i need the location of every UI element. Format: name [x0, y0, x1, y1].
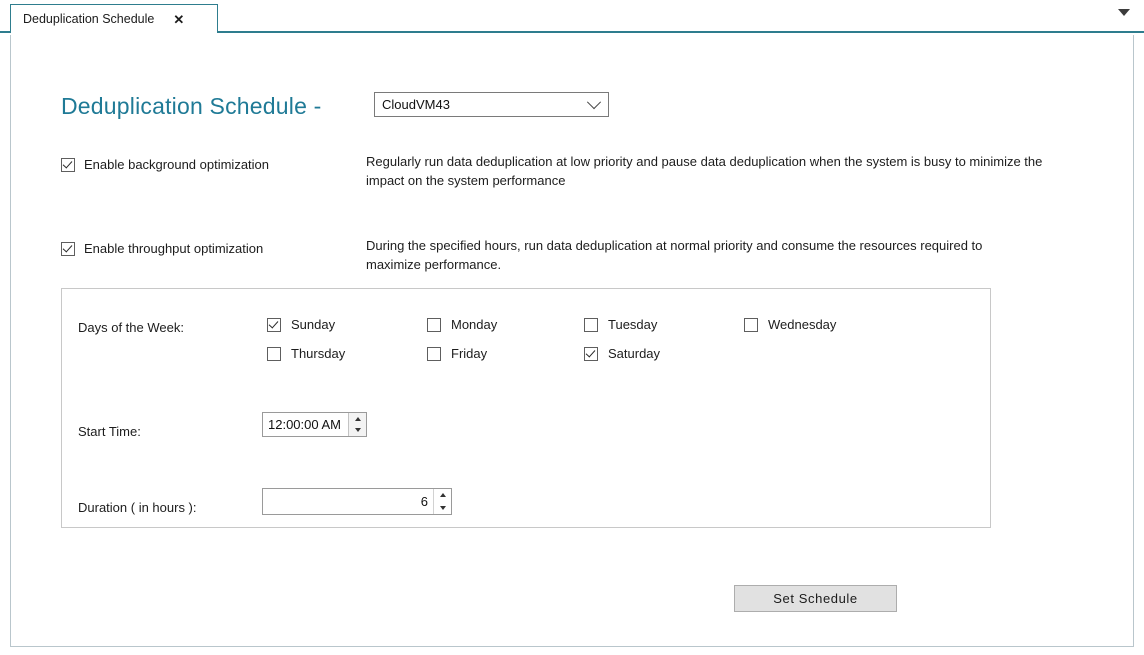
checkbox-thursday[interactable]: [267, 347, 281, 361]
background-optimization-description: Regularly run data deduplication at low priority and pause data deduplication when the system is busy to minimize the impact on the system performance: [366, 154, 1043, 188]
page-title: Deduplication Schedule -: [61, 93, 322, 119]
chevron-down-icon[interactable]: [1118, 9, 1130, 16]
stepper-down-icon[interactable]: [434, 502, 451, 515]
checkbox-throughput-optimization[interactable]: [61, 242, 75, 256]
day-thursday[interactable]: [267, 347, 345, 361]
checkbox-tuesday[interactable]: [584, 318, 598, 332]
duration-label: Duration ( in hours ):: [78, 500, 197, 515]
stepper-down-icon[interactable]: [349, 425, 366, 437]
day-sunday[interactable]: [267, 318, 335, 332]
checkbox-wednesday[interactable]: [744, 318, 758, 332]
day-label-wednesday: Wednesday: [768, 317, 837, 332]
day-monday[interactable]: [427, 318, 497, 332]
duration-input[interactable]: [262, 488, 452, 515]
start-time-value: 12:00:00 AM: [268, 417, 341, 432]
stepper-up-icon[interactable]: [434, 489, 451, 502]
chevron-down-icon[interactable]: [580, 93, 608, 116]
background-optimization-checkbox-row[interactable]: [61, 158, 269, 172]
checkbox-sunday[interactable]: [267, 318, 281, 332]
start-time-input[interactable]: [262, 412, 367, 437]
days-of-week-label: Days of the Week:: [78, 320, 184, 335]
start-time-label: Start Time:: [78, 424, 141, 439]
day-friday[interactable]: [427, 347, 487, 361]
day-saturday[interactable]: [584, 347, 660, 361]
duration-stepper[interactable]: [433, 489, 451, 514]
day-label-friday: Friday: [451, 346, 488, 361]
day-label-monday: Monday: [451, 317, 498, 332]
tab-strip: [0, 0, 1144, 33]
tab-label: Deduplication Schedule: [23, 12, 155, 26]
tab-deduplication-schedule[interactable]: [10, 4, 218, 33]
throughput-optimization-checkbox-row[interactable]: [61, 242, 263, 256]
background-optimization-label: Enable background optimization: [84, 157, 270, 172]
checkbox-saturday[interactable]: [584, 347, 598, 361]
checkbox-friday[interactable]: [427, 347, 441, 361]
day-tuesday[interactable]: [584, 318, 657, 332]
day-label-thursday: Thursday: [291, 346, 346, 361]
target-select[interactable]: [374, 92, 609, 117]
checkbox-background-optimization[interactable]: [61, 158, 75, 172]
start-time-stepper[interactable]: [348, 413, 366, 436]
day-label-sunday: Sunday: [291, 317, 336, 332]
content-panel: [10, 35, 1134, 647]
target-select-value: CloudVM43: [382, 97, 450, 112]
close-icon[interactable]: ✕: [173, 11, 185, 27]
day-wednesday[interactable]: [744, 318, 836, 332]
day-label-saturday: Saturday: [608, 346, 661, 361]
set-schedule-button[interactable]: Set Schedule: [734, 585, 897, 612]
schedule-group: [61, 288, 991, 528]
duration-value: 6: [420, 494, 428, 509]
day-label-tuesday: Tuesday: [608, 317, 658, 332]
throughput-optimization-description: During the specified hours, run data deduplication at normal priority and consume the resources required to maximize performance.: [366, 238, 983, 272]
throughput-optimization-label: Enable throughput optimization: [84, 241, 264, 256]
stepper-up-icon[interactable]: [349, 413, 366, 425]
checkbox-monday[interactable]: [427, 318, 441, 332]
